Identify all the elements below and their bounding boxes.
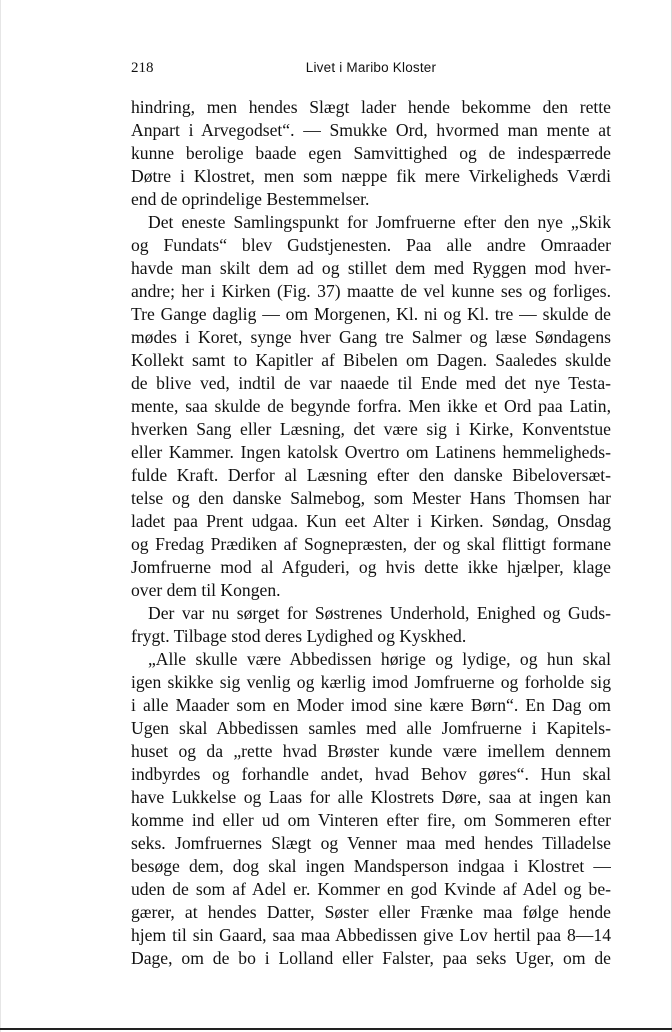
text-line: besøge dem, dog skal ingen Mandsperson indgaa i Klostret — — [131, 856, 611, 876]
text-line: over dem til Kongen. — [131, 580, 281, 600]
scan-left-edge — [0, 0, 1, 1032]
text-line: havde man skilt dem ad og stillet dem med Ryggen mod hver- — [131, 258, 611, 278]
text-line: mente, saa skulde de begynde forfra. Men ikke et Ord paa Latin, — [131, 396, 611, 416]
text-line: indbyrdes og forhandle andet, hvad Behov gøres“. Hun skal — [131, 764, 611, 784]
text-line: Ugen skal Abbedissen samles med alle Jomfruerne i Kapitels- — [131, 718, 611, 738]
text-line: mødes i Koret, synge hver Gang tre Salmer og læse Søndagens — [131, 327, 611, 347]
text-line: Der var nu sørget for Søstrenes Underhold, Enighed og Guds- — [148, 603, 611, 623]
text-line: frygt. Tilbage stod deres Lydighed og Kyskhed. — [131, 626, 467, 646]
text-line: andre; her i Kirken (Fig. 37) maatte de vel kunne ses og forliges. — [131, 281, 611, 301]
text-line: og Fredag Prædiken af Sognepræsten, der og skal flittigt formane — [131, 534, 611, 554]
text-line: Døtre i Klostret, men som næppe fik mere Virkeligheds Værdi — [131, 166, 611, 186]
text-line: igen skikke sig venlig og kærlig imod Jomfruerne og forholde sig — [131, 672, 611, 692]
text-line: gærer, at hendes Datter, Søster eller Frænke maa følge hende — [131, 902, 611, 922]
text-line: i alle Maader som en Moder imod sine kære Børn“. En Dag om — [131, 695, 611, 715]
text-line: Dage, om de bo i Lolland eller Falster, paa seks Uger, om de — [131, 948, 611, 968]
running-title: Livet i Maribo Kloster — [305, 60, 437, 75]
body-text — [131, 96, 611, 970]
page-header — [131, 60, 611, 82]
text-line: end de oprindelige Bestemmelser. — [131, 189, 370, 209]
text-line: uden de som af Adel er. Kommer en god Kvinde af Adel og be- — [131, 879, 611, 899]
text-line: have Lukkelse og Laas for alle Klostrets Døre, saa at ingen kan — [131, 787, 611, 807]
text-line: og Fundats“ blev Gudstjenesten. Paa alle andre Omraader — [131, 235, 611, 255]
text-line: eller Kammer. Ingen katolsk Overtro om Latinens hemmeligheds- — [131, 442, 611, 462]
text-line: Kollekt samt to Kapitler af Bibelen om Dagen. Saaledes skulde — [131, 350, 611, 370]
text-line: Det eneste Samlingspunkt for Jomfruerne efter den nye „Skik — [148, 212, 611, 232]
text-line: Jomfruerne mod al Afguderi, og hvis dette ikke hjælper, klage — [131, 557, 611, 577]
text-line: ladet paa Prent udgaa. Kun eet Alter i Kirken. Søndag, Onsdag — [131, 511, 611, 531]
text-line: Anpart i Arvegodset“. — Smukke Ord, hvormed man mente at — [131, 120, 611, 140]
text-line: hverken Sang eller Læsning, det være sig i Kirke, Konventstue — [131, 419, 611, 439]
text-line: huset og da „rette hvad Brøster kunde være imellem dennem — [131, 741, 611, 761]
text-line: komme ind eller ud om Vinteren efter fire, om Sommeren efter — [131, 810, 611, 830]
text-line: fulde Kraft. Derfor al Læsning efter den danske Bibeloversæt- — [131, 465, 611, 485]
text-line: „Alle skulle være Abbedissen hørige og lydige, og hun skal — [148, 649, 611, 669]
text-line: de blive ved, indtil de var naaede til Ende med det nye Testa- — [131, 373, 611, 393]
text-line: hjem til sin Gaard, saa maa Abbedissen give Lov hertil paa 8—14 — [131, 925, 611, 945]
text-line: Tre Gange daglig — om Morgenen, Kl. ni og Kl. tre — skulde de — [131, 304, 611, 324]
text-line: hindring, men hendes Slægt lader hende bekomme den rette — [131, 97, 611, 117]
page-number: 218 — [131, 60, 154, 76]
scan-bottom-edge — [0, 1028, 672, 1030]
text-line: seks. Jomfruernes Slægt og Venner maa med hendes Tilladelse — [131, 833, 611, 853]
text-line: kunne berolige baade egen Samvittighed og de indespærrede — [131, 143, 611, 163]
text-line: telse og den danske Salmebog, som Mester Hans Thomsen har — [131, 488, 611, 508]
